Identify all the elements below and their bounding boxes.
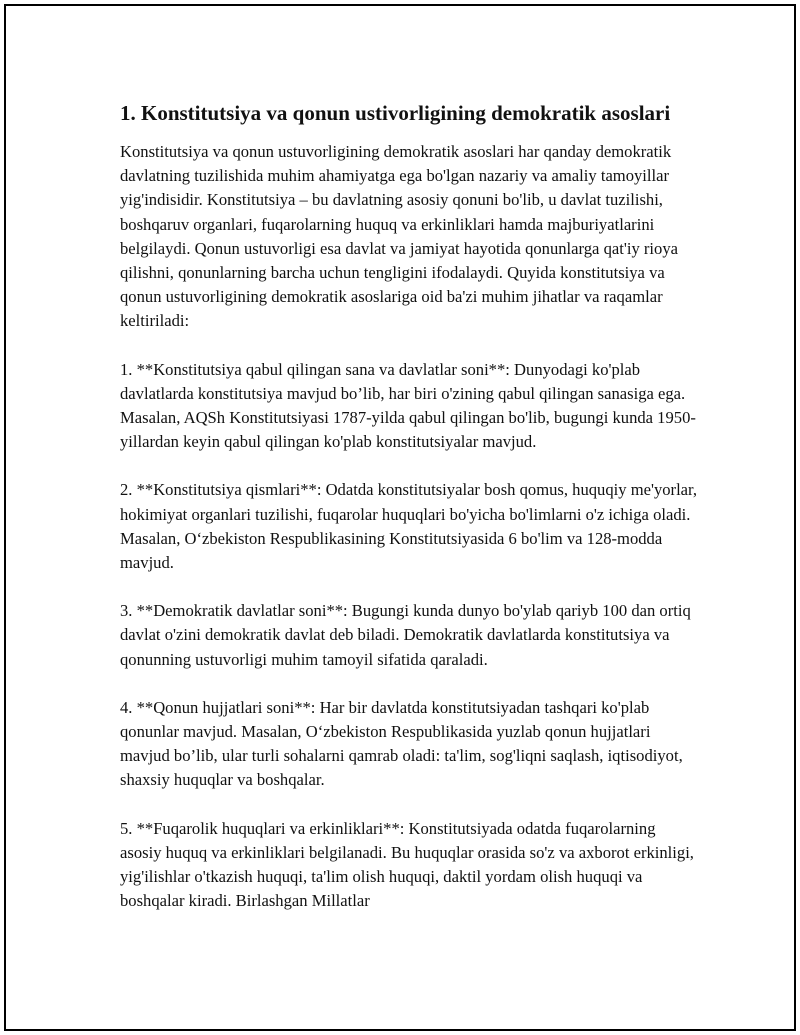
document-page <box>4 4 796 1031</box>
paragraph-item-4: 4. **Qonun hujjatlari soni**: Har bir davlatda konstitutsiyadan tashqari ko'plab qonunlar mavjud. Masalan, O‘zbekiston Respublikasida yuzlab qonun hujjatlari mavjud bo’lib, ular turli sohalarni qamrab oladi: ta'lim, sog'liqni saqlash, iqtisodiyot, shaxsiy huquqlar va boshqalar. <box>120 697 683 790</box>
paragraph-item-2: 2. **Konstitutsiya qismlari**: Odatda konstitutsiyalar bosh qomus, huquqiy me'yorlar, hokimiyat organlari tuzilishi, fuqarolar huquqlari bo'yicha bo'limlarni o'z ichiga oladi. Masalan, O‘zbekiston Respublikasining Konstitutsiyasida 6 bo'lim va 128-modda mavjud. <box>120 480 698 573</box>
paragraph-intro: Konstitutsiya va qonun ustuvorligining demokratik asoslari har qanday demokratik davlatning tuzilishida muhim ahamiyatga ega bo'lgan nazariy va amaliy tamoyillar yig'indisidir. Konstitutsiya – bu davlatning asosiy qonuni bo'lib, u davlat tuzilishi, boshqaruv organlari, fuqarolarning huquq va erkinliklari hamda majburiyatlarini belgilaydi. Qonun ustuvorligi esa davlat va jamiyat hayotida qonunlarga qat'iy rioya qilishni, qonunlarning barcha uchun tengligini ifodalaydi. Quyida konstitutsiya va qonun ustuvorligining demokratik asoslariga oid ba'zi muhim jihatlar va raqamlar keltiriladi: <box>120 142 678 331</box>
paragraph-item-1: 1. **Konstitutsiya qabul qilingan sana va davlatlar soni**: Dunyodagi ko'plab davlatlarda konstitutsiya mavjud bo’lib, har biri o'zining qabul qilingan sanasiga ega. Masalan, AQSh Konstitutsiyasi 1787-yilda qabul qilingan bo'lib, bugungi kunda 1950-yillardan keyin qabul qilingan ko'plab konstitutsiyalar mavjud. <box>120 359 696 452</box>
paragraph-item-5: 5. **Fuqarolik huquqlari va erkinliklari**: Konstitutsiyada odatda fuqarolarning asosiy huquq va erkinliklari belgilanadi. Bu huquqlar orasida so'z va axborot erkinligi, yig'ilishlar o'tkazish huquqi, ta'lim olish huquqi, daktil yordam olish huquqi va boshqalar kiradi. Birlashgan Millatlar <box>120 818 694 911</box>
paragraph-item-3: 3. **Demokratik davlatlar soni**: Bugungi kunda dunyo bo'ylab qariyb 100 dan ortiq davlat o'zini demokratik davlat deb biladi. Demokratik davlatlarda konstitutsiya va qonunning ustuvorligi muhim tamoyil sifatida qaraladi. <box>120 601 691 669</box>
document-content <box>120 98 700 937</box>
document-title: 1. Konstitutsiya va qonun ustivorligining demokratik asoslari <box>120 101 671 125</box>
